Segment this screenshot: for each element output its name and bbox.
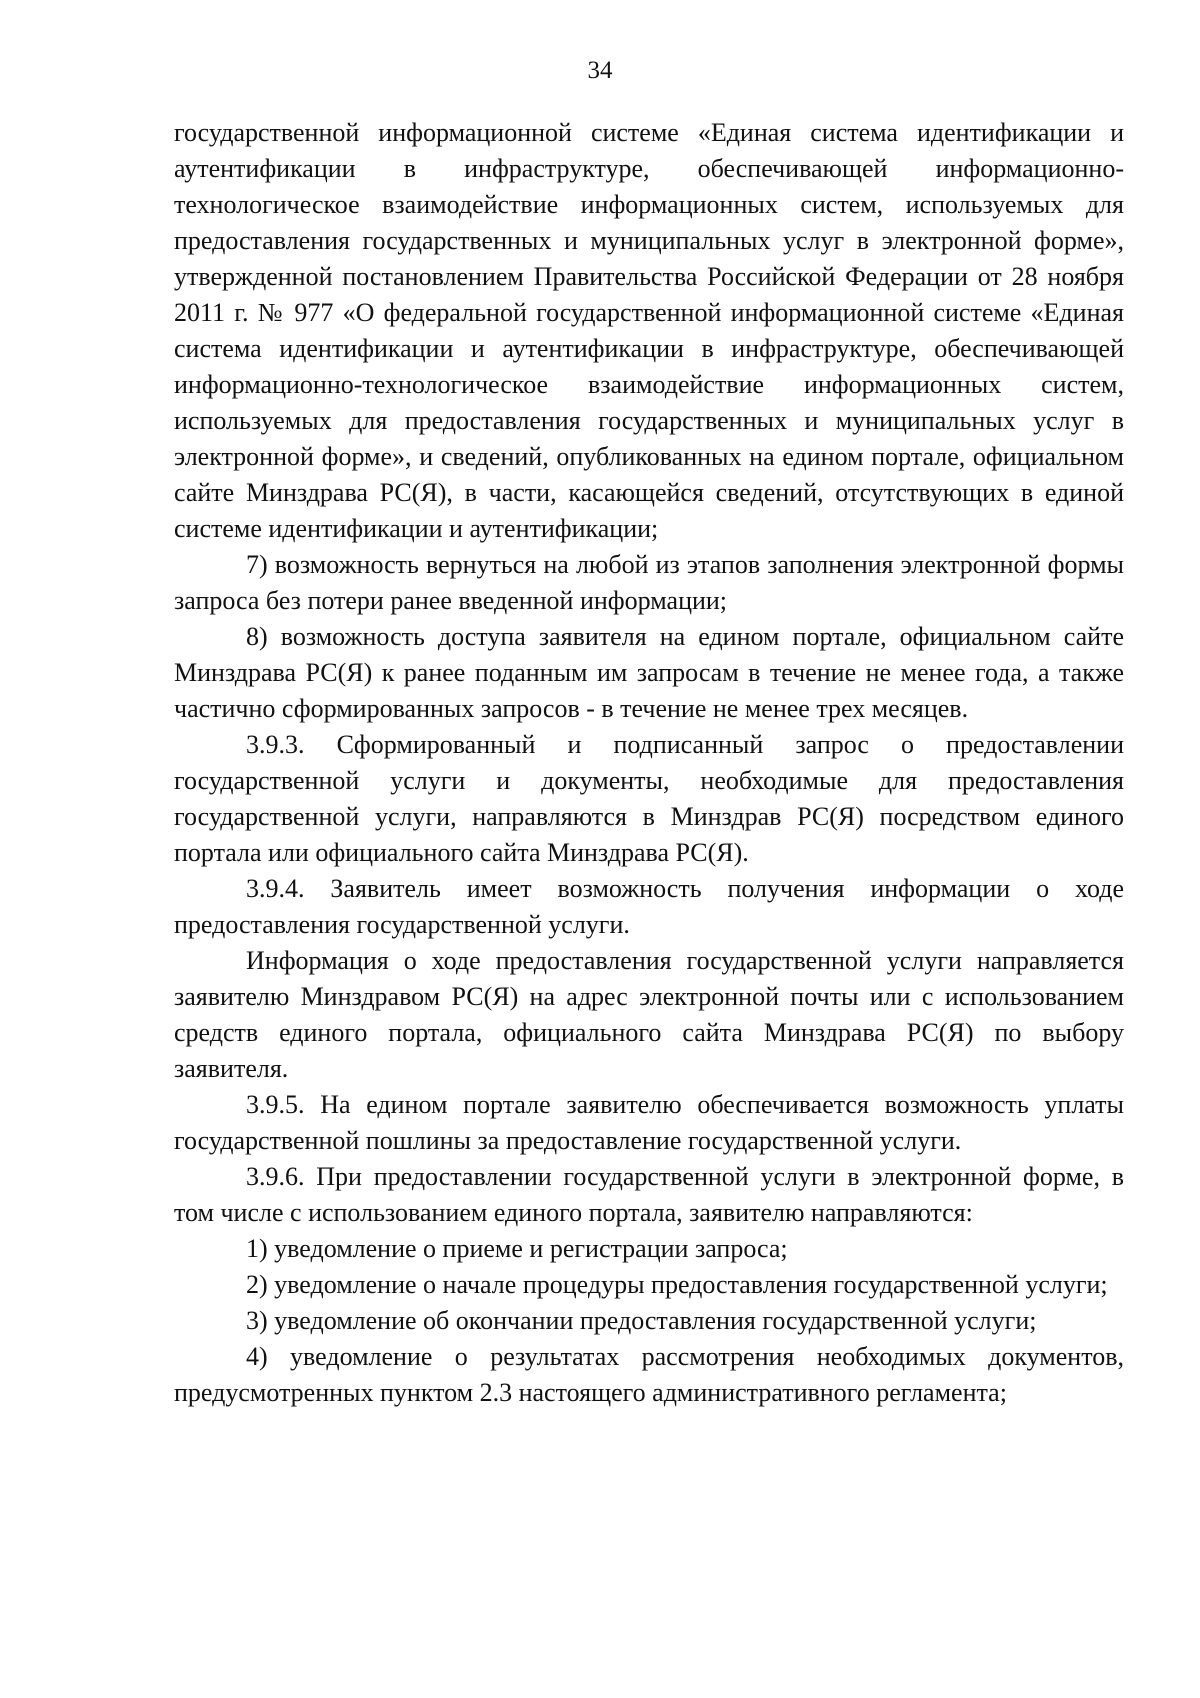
list-item-2: 2) уведомление о начале процедуры предоставления государственной услуги; <box>246 1270 1108 1299</box>
paragraph-3-9-4: 3.9.4. Заявитель имеет возможность получения информации о ходе предоставления государственной услуги. <box>174 874 1124 939</box>
paragraph-item-7: 7) возможность вернуться на любой из этапов заполнения электронной формы запроса без потери ранее введенной информации; <box>174 550 1124 615</box>
list-item-3: 3) уведомление об окончании предоставления государственной услуги; <box>246 1306 1037 1335</box>
paragraph-item-8: 8) возможность доступа заявителя на едином портале, официальном сайте Минздрава РС(Я) к ранее поданным им запросам в течение не менее года, а также частично сформированных запросов - в течение не менее трех месяцев. <box>174 622 1124 723</box>
body-text <box>174 115 1124 1411</box>
list-item-4: 4) уведомление о результатах рассмотрения необходимых документов, предусмотренных пунктом 2.3 настоящего административного регламента; <box>174 1342 1124 1407</box>
list-item-1: 1) уведомление о приеме и регистрации запроса; <box>246 1234 788 1263</box>
paragraph-3-9-6: 3.9.6. При предоставлении государственной услуги в электронной форме, в том числе с использованием единого портала, заявителю направляются: <box>174 1162 1124 1227</box>
paragraph-3-9-3: 3.9.3. Сформированный и подписанный запрос о предоставлении государственной услуги и документы, необходимые для предоставления государственной услуги, направляются в Минздрав РС(Я) посредством единого портала или официального сайта Минздрава РС(Я). <box>174 730 1124 867</box>
paragraph-information: Информация о ходе предоставления государственной услуги направляется заявителю Минздравом РС(Я) на адрес электронной почты или с использованием средств единого портала, официального сайта Минздрава РС(Я) по выбору заявителя. <box>174 946 1124 1083</box>
paragraph-3-9-5: 3.9.5. На едином портале заявителю обеспечивается возможность уплаты государственной пошлины за предоставление государственной услуги. <box>174 1090 1124 1155</box>
page-number: 34 <box>587 57 613 84</box>
paragraph-continuation: государственной информационной системе «Единая система идентификации и аутентификации в инфраструктуре, обеспечивающей информационно-технологическое взаимодействие информационных систем, используемых для предоставления государственных и муниципальных услуг в электронной форме», утвержденной постановлением Правительства Российской Федерации от 28 ноября 2011 г. № 977 «О федеральной государственной информационной системе «Единая система идентификации и аутентификации в инфраструктуре, обеспечивающей информационно-технологическое взаимодействие информационных систем, используемых для предоставления государственных и муниципальных услуг в электронной форме», и сведений, опубликованных на едином портале, официальном сайте Минздрава РС(Я), в части, касающейся сведений, отсутствующих в единой системе идентификации и аутентификации; <box>174 118 1124 543</box>
